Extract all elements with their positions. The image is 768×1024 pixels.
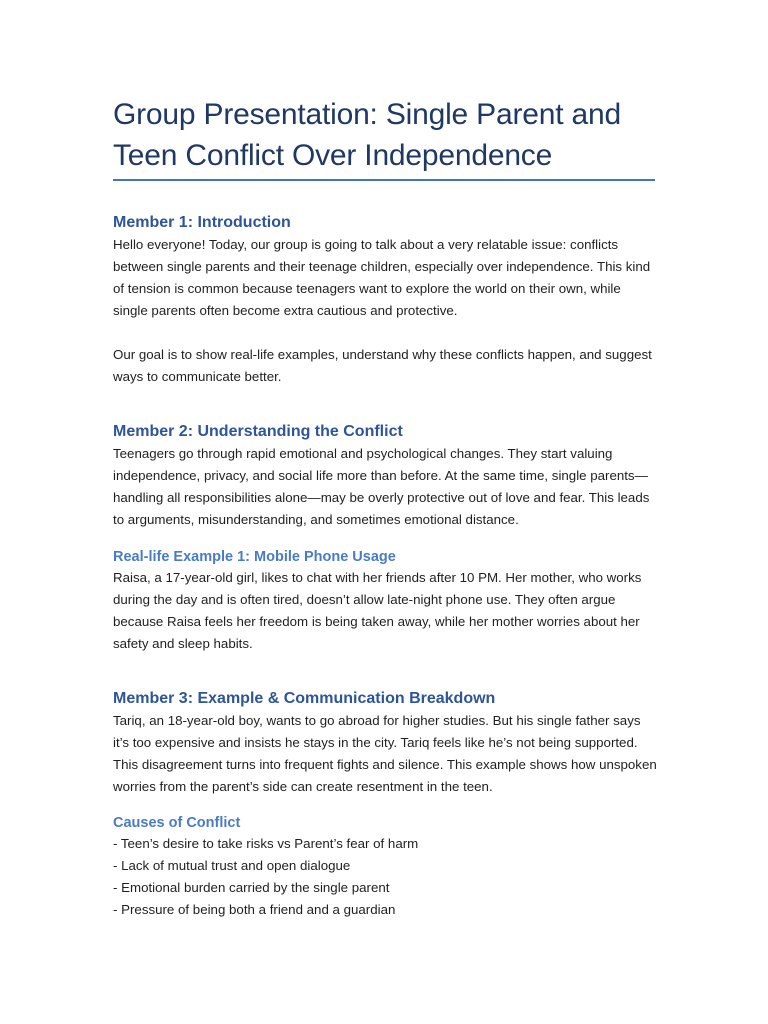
member1-paragraph-1: Hello everyone! Today, our group is going to talk about a very relatable issue: conflicts between single parents and their teenage children, especially over independence. This kind of tension is common because teenagers want to explore the world on their own, while single parents often become extra cautious and protective. [113,237,651,318]
list-item: - Teen’s desire to take risks vs Parent’s fear of harm [113,836,419,851]
member1-section [113,212,658,322]
title-divider [113,179,655,181]
member3-heading: Member 3: Example & Communication Breakdown [113,690,496,707]
page-title: Group Presentation: Single Parent and Teen Conflict Over Independence [113,98,621,172]
member2-example [113,547,658,655]
list-item: - Lack of mutual trust and open dialogue [113,857,351,873]
member1-heading: Member 1: Introduction [113,214,291,231]
causes-section [113,813,658,921]
member2-example-paragraph: Raisa, a 17-year-old girl, likes to chat with her friends after 10 PM. Her mother, who works during the day and is often tired, doesn’t allow late-night phone use. They often argue because Raisa feels her freedom is being taken away, while her mother worries about her safety and sleep habits. [113,570,642,651]
list-item: - Pressure of being both a friend and a guardian [113,901,396,917]
member3-section [113,688,658,798]
list-item: - Emotional burden carried by the single parent [113,879,390,895]
member1-section-cont [113,344,658,388]
member3-paragraph-1: Tariq, an 18-year-old boy, wants to go abroad for higher studies. But his single father says it’s too expensive and insists he stays in the city. Tariq feels like he’s not being supported. This disagreement turns into frequent fights and silence. This example shows how unspoken worries from the parent’s side can create resentment in the teen. [113,713,657,794]
member1-paragraph-2: Our goal is to show real-life examples, understand why these conflicts happen, and suggest ways to communicate better. [113,347,652,384]
causes-heading: Causes of Conflict [113,815,241,831]
member2-paragraph-1: Teenagers go through rapid emotional and psychological changes. They start valuing independence, privacy, and social life more than before. At the same time, single parents—handling all responsibilities alone—may be overly protective out of love and fear. This leads to arguments, misunderstanding, and sometimes emotional distance. [113,446,650,527]
member2-section [113,421,658,531]
member2-heading: Member 2: Understanding the Conflict [113,423,403,440]
document-page [113,94,658,181]
member2-example-heading: Real-life Example 1: Mobile Phone Usage [113,549,396,565]
